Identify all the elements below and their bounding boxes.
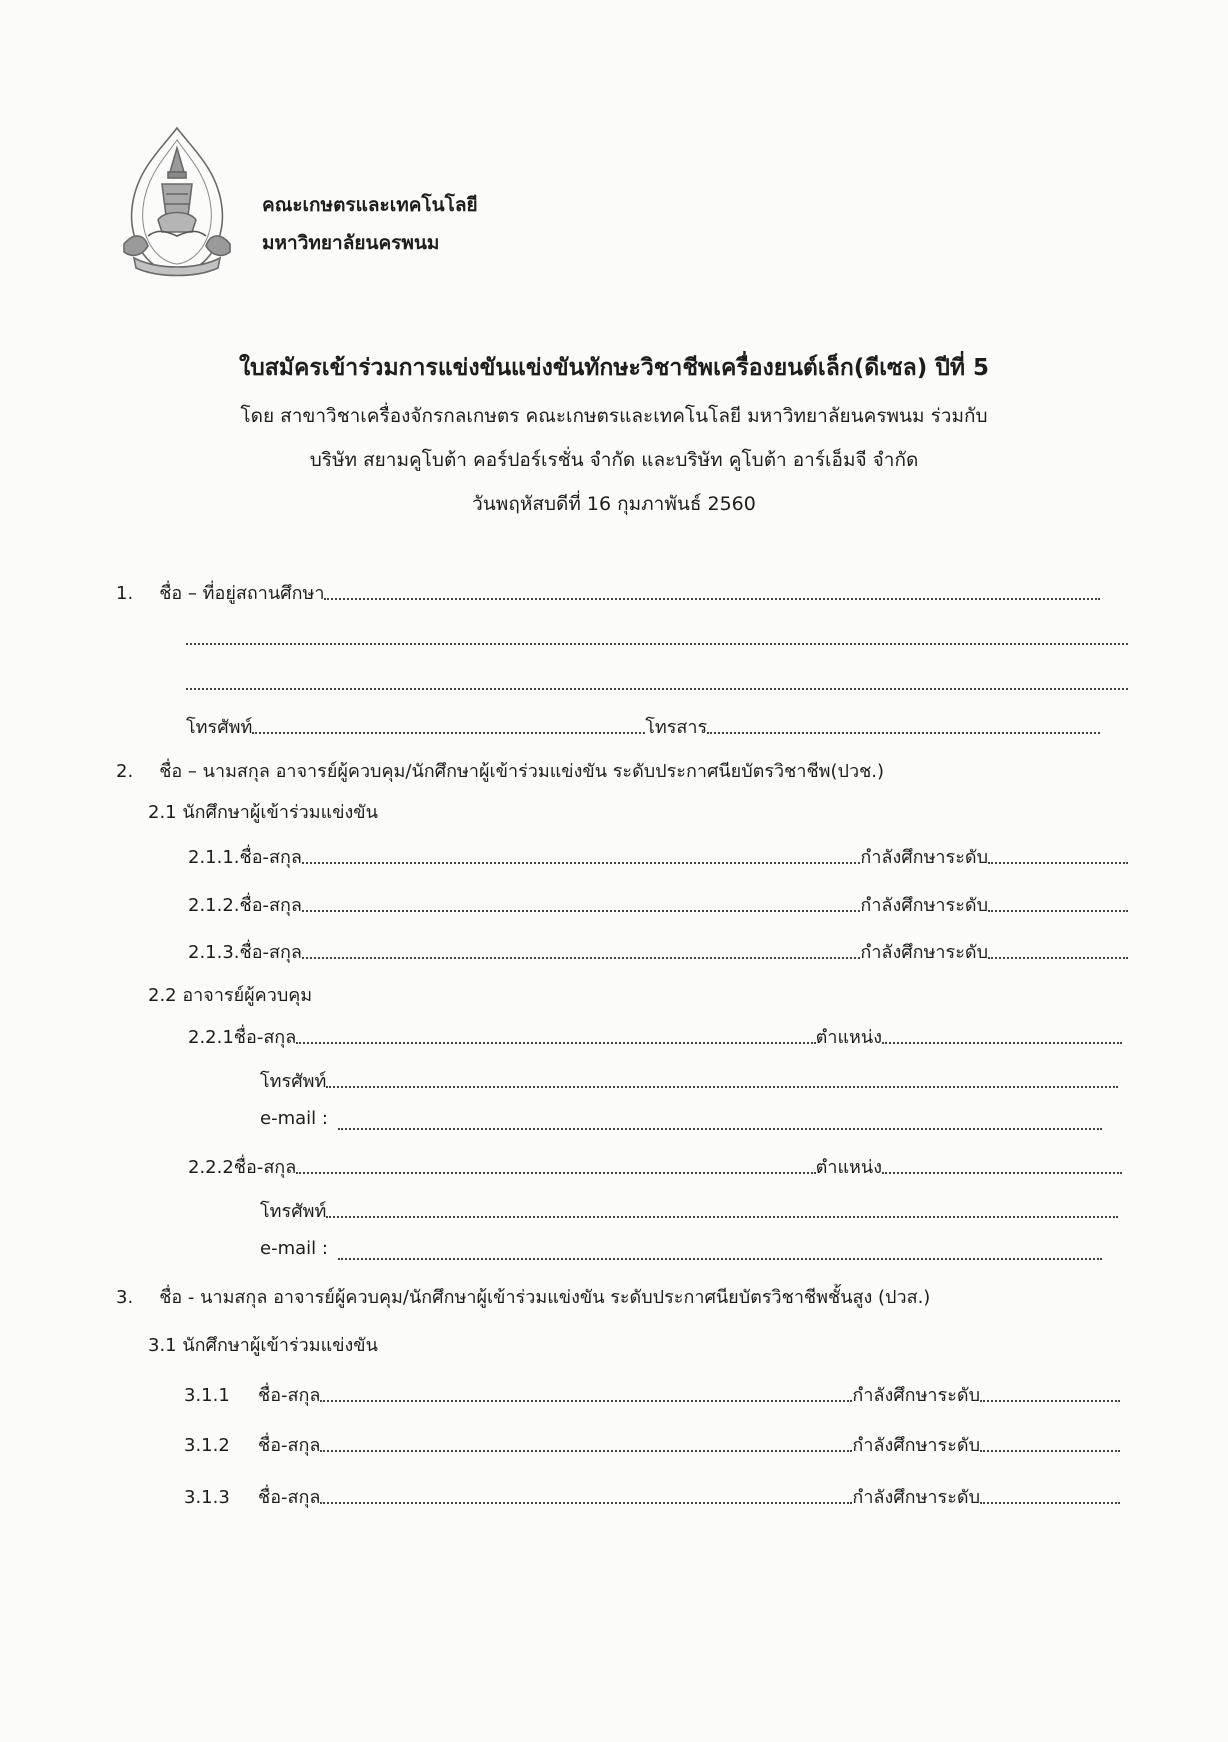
student-level-field[interactable] bbox=[980, 1399, 1120, 1402]
student-level-field[interactable] bbox=[988, 956, 1128, 959]
event-date: วันพฤหัสบดีที่ 16 กุมภาพันธ์ 2560 bbox=[472, 493, 756, 515]
advisor-phone-field[interactable] bbox=[326, 1215, 1118, 1218]
school-address-field[interactable] bbox=[324, 597, 1100, 600]
advisor-name-field[interactable] bbox=[296, 1171, 815, 1174]
form-title: ใบสมัครเข้าร่วมการแข่งขันแข่งขันทักษะวิชาชีพเครื่องยนต์เล็ก(ดีเซล) ปีที่ 5 bbox=[238, 355, 990, 381]
student-level-label: กำลังศึกษาระดับ bbox=[860, 895, 988, 916]
student-name-label: ชื่อ-สกุล bbox=[258, 1487, 321, 1508]
student-name-field[interactable] bbox=[302, 861, 860, 864]
advisor-position-field[interactable] bbox=[882, 1171, 1122, 1174]
advisor-email-row bbox=[260, 1108, 1102, 1136]
school-address-line-3 bbox=[186, 668, 1128, 696]
section-2-heading bbox=[116, 756, 1116, 784]
school-address-label: ชื่อ – ที่อยู่สถานศึกษา bbox=[159, 583, 325, 604]
advisor-position-label: ตำแหน่ง bbox=[815, 1157, 882, 1178]
advisor-phone-field[interactable] bbox=[326, 1085, 1118, 1088]
student-level-label: กำลังศึกษาระดับ bbox=[852, 1435, 980, 1456]
school-phone-field[interactable] bbox=[252, 731, 645, 734]
student-row bbox=[188, 842, 1128, 870]
faculty-name: คณะเกษตรและเทคโนโลยี bbox=[262, 194, 478, 216]
student-row bbox=[184, 1430, 1120, 1458]
student-name-field[interactable] bbox=[320, 1449, 852, 1452]
advisor-position-label: ตำแหน่ง bbox=[815, 1027, 882, 1048]
advisor-email-label: e-mail : bbox=[260, 1108, 328, 1129]
student-level-field[interactable] bbox=[988, 861, 1128, 864]
school-contact-row bbox=[186, 712, 1100, 740]
organizer-line: โดย สาขาวิชาเครื่องจักรกลเกษตร คณะเกษตรและเทคโนโลยี มหาวิทยาลัยนครพนม ร่วมกับ bbox=[240, 405, 988, 427]
section-2-label: ชื่อ – นามสกุล อาจารย์ผู้ควบคุม/นักศึกษาผู้เข้าร่วมแข่งขัน ระดับประกาศนียบัตรวิชาชีพ(ปวช.) bbox=[159, 761, 885, 782]
section-3-heading bbox=[116, 1282, 1126, 1310]
section-3-number: 3. bbox=[116, 1287, 134, 1308]
advisor-email-label: e-mail : bbox=[260, 1238, 328, 1259]
student-row bbox=[188, 937, 1128, 965]
partner-line: บริษัท สยามคูโบต้า คอร์ปอร์เรชั่น จำกัด และบริษัท คูโบต้า อาร์เอ็มจี จำกัด bbox=[309, 449, 919, 471]
student-level-label: กำลังศึกษาระดับ bbox=[860, 942, 988, 963]
section-3-1-label: 3.1 นักศึกษาผู้เข้าร่วมแข่งขัน bbox=[148, 1335, 378, 1356]
school-fax-field[interactable] bbox=[707, 731, 1100, 734]
school-fax-label: โทรสาร bbox=[645, 717, 708, 738]
student-name-field[interactable] bbox=[320, 1399, 852, 1402]
student-number: 3.1.3 bbox=[184, 1487, 230, 1508]
section-2-2-label: 2.2 อาจารย์ผู้ควบคุม bbox=[148, 985, 313, 1006]
student-row bbox=[188, 890, 1128, 918]
school-address-field-2[interactable] bbox=[186, 642, 1128, 645]
student-name-label: ชื่อ-สกุล bbox=[258, 1385, 321, 1406]
student-name-label: 2.1.3.ชื่อ-สกุล bbox=[188, 942, 302, 963]
advisor-row bbox=[188, 1152, 1122, 1180]
university-name: มหาวิทยาลัยนครพนม bbox=[262, 232, 440, 254]
student-row bbox=[184, 1380, 1120, 1408]
student-name-field[interactable] bbox=[320, 1501, 852, 1504]
university-emblem-icon bbox=[118, 124, 236, 282]
student-level-label: กำลังศึกษาระดับ bbox=[852, 1385, 980, 1406]
advisor-phone-label: โทรศัพท์ bbox=[260, 1201, 327, 1222]
advisor-row bbox=[188, 1022, 1122, 1050]
school-phone-label: โทรศัพท์ bbox=[186, 717, 253, 738]
advisor-phone-label: โทรศัพท์ bbox=[260, 1071, 327, 1092]
advisor-name-label: 2.2.2ชื่อ-สกุล bbox=[188, 1157, 297, 1178]
student-level-field[interactable] bbox=[988, 909, 1128, 912]
advisor-email-field[interactable] bbox=[338, 1127, 1102, 1130]
section-1-number: 1. bbox=[116, 583, 134, 604]
advisor-name-label: 2.2.1ชื่อ-สกุล bbox=[188, 1027, 297, 1048]
student-name-label: ชื่อ-สกุล bbox=[258, 1435, 321, 1456]
student-number: 3.1.2 bbox=[184, 1435, 230, 1456]
student-number: 3.1.1 bbox=[184, 1385, 230, 1406]
section-2-number: 2. bbox=[116, 761, 134, 782]
student-level-label: กำลังศึกษาระดับ bbox=[860, 847, 988, 868]
section-2-2-heading bbox=[148, 980, 748, 1008]
section-2-1-label: 2.1 นักศึกษาผู้เข้าร่วมแข่งขัน bbox=[148, 802, 378, 823]
advisor-phone-row bbox=[260, 1196, 1118, 1224]
advisor-position-field[interactable] bbox=[882, 1041, 1122, 1044]
student-name-field[interactable] bbox=[302, 956, 860, 959]
school-name-address-row bbox=[116, 578, 1100, 606]
student-name-label: 2.1.1.ชื่อ-สกุล bbox=[188, 847, 302, 868]
student-level-label: กำลังศึกษาระดับ bbox=[852, 1487, 980, 1508]
student-name-label: 2.1.2.ชื่อ-สกุล bbox=[188, 895, 302, 916]
section-3-1-heading bbox=[148, 1330, 748, 1358]
section-2-1-heading bbox=[148, 797, 748, 825]
student-row bbox=[184, 1482, 1120, 1510]
student-name-field[interactable] bbox=[302, 909, 860, 912]
advisor-name-field[interactable] bbox=[296, 1041, 815, 1044]
section-3-label: ชื่อ - นามสกุล อาจารย์ผู้ควบคุม/นักศึกษาผู้เข้าร่วมแข่งขัน ระดับประกาศนียบัตรวิชาชีพชั้นสูง (ปวส.) bbox=[159, 1287, 931, 1308]
advisor-email-row bbox=[260, 1238, 1102, 1266]
school-address-field-3[interactable] bbox=[186, 687, 1128, 690]
advisor-email-field[interactable] bbox=[338, 1257, 1102, 1260]
school-address-line-2 bbox=[186, 623, 1128, 651]
advisor-phone-row bbox=[260, 1066, 1118, 1094]
student-level-field[interactable] bbox=[980, 1449, 1120, 1452]
student-level-field[interactable] bbox=[980, 1501, 1120, 1504]
